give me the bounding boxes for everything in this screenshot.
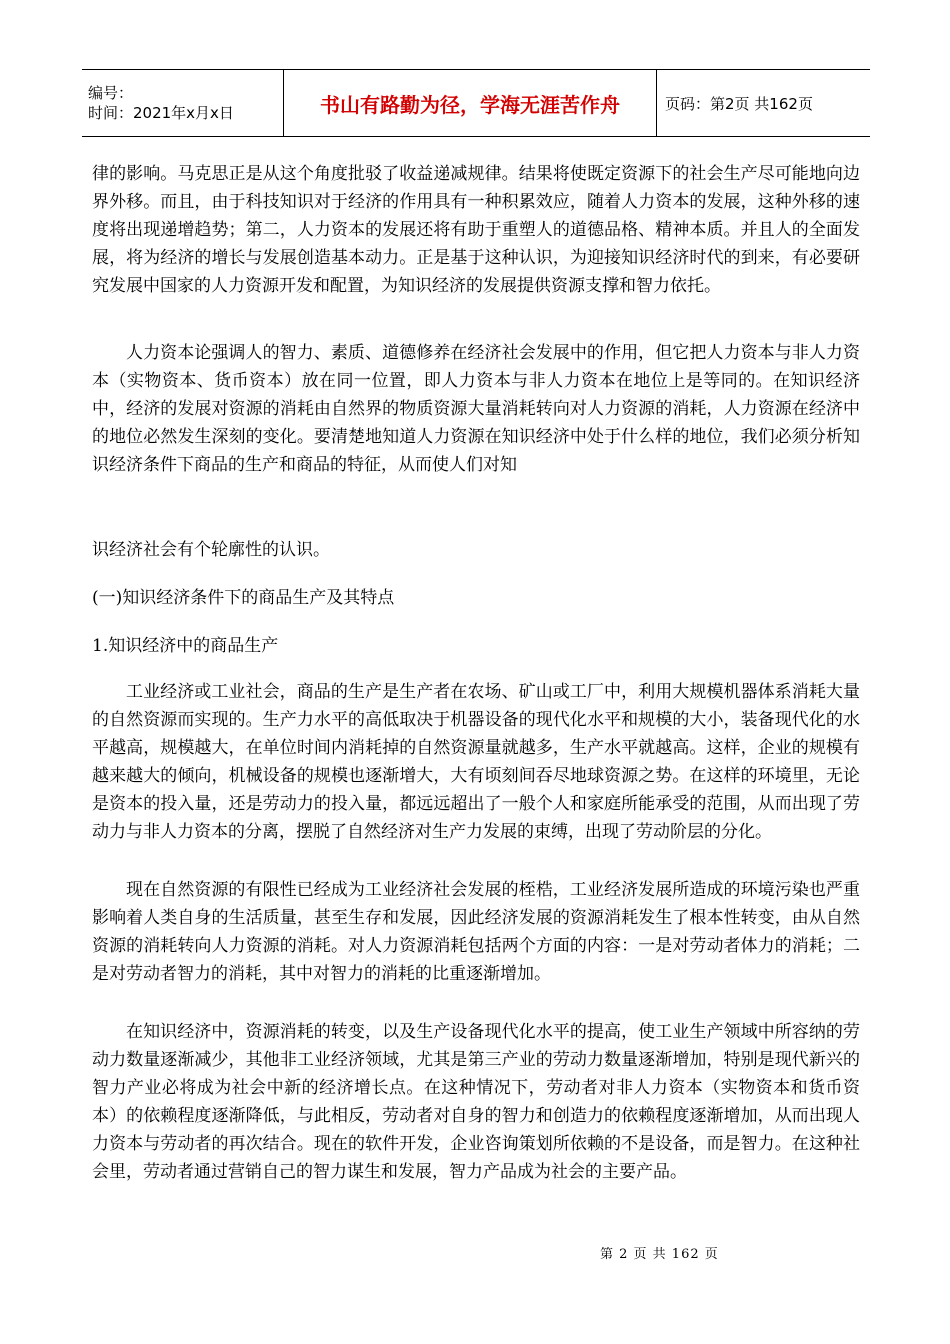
paragraph-block-4 (92, 678, 860, 846)
section-heading (92, 584, 860, 612)
body-paragraph: 律的影响。马克思正是从这个角度批驳了收益递减规律。结果将使既定资源下的社会生产尽可能地向边界外移。而且，由于科技知识对于经济的作用具有一种积累效应，随着人力资本的发展，这种外移的速度将出现递增趋势；第二，人力资本的发展还将有助于重塑人的道德品格、精神本质。并且人的全面发展，将为经济的增长与发展创造基本动力。正是基于这种认识，为迎接知识经济时代的到来，有必要研究发展中国家的人力资源开发和配置，为知识经济的发展提供资源支撑和智力依托。 (92, 164, 860, 296)
body-paragraph: 在知识经济中，资源消耗的转变，以及生产设备现代化水平的提高，使工业生产领域中所容纳的劳动力数量逐渐减少，其他非工业经济领域，尤其是第三产业的劳动力数量逐渐增加，特别是现代新兴的智力产业必将成为社会中新的经济增长点。在这种情况下，劳动者对非人力资本（实物资本和货币资本）的依赖程度逐渐降低，与此相反，劳动者对自身的智力和创造力的依赖程度逐渐增加，从而出现人力资本与劳动者的再次结合。现在的软件开发，企业咨询策划所依赖的不是设备，而是智力。在这种社会里，劳动者通过营销自己的智力谋生和发展，智力产品成为社会的主要产品。 (92, 1022, 860, 1182)
paragraph-block-5 (92, 876, 860, 988)
body-paragraph: 识经济社会有个轮廓性的认识。 (92, 540, 330, 560)
header-meta-cell (82, 70, 284, 136)
body-paragraph: 工业经济或工业社会，商品的生产是生产者在农场、矿山或工厂中，利用大规模机器体系消耗大量的自然资源而实现的。生产力水平的高低取决于机器设备的现代化水平和规模的大小，装备现代化的水平越高，规模越大，在单位时间内消耗掉的自然资源量就越多，生产水平就越高。这样，企业的规模有越来越大的倾向，机械设备的规模也逐渐增大，大有顷刻间吞尽地球资源之势。在这样的环境里，无论是资本的投入量，还是劳动力的投入量，都远远超出了一般个人和家庭所能承受的范围，从而出现了劳动力与非人力资本的分离，摆脱了自然经济对生产力发展的束缚，出现了劳动阶层的分化。 (92, 682, 860, 842)
document-date-label: 时间：2021年x月x日 (88, 104, 234, 122)
header-table (82, 69, 870, 137)
paragraph-block-6 (92, 1018, 860, 1186)
document-number-label: 编号： (88, 84, 134, 102)
paragraph-block-3 (92, 536, 860, 564)
header-motto: 书山有路勤为径，学海无涯苦作舟 (284, 70, 657, 136)
body-paragraph: 现在自然资源的有限性已经成为工业经济社会发展的桎梏，工业经济发展所造成的环境污染也严重影响着人类自身的生活质量，甚至生存和发展，因此经济发展的资源消耗发生了根本性转变，由从自然资源的消耗转向人力资源的消耗。对人力资源消耗包括两个方面的内容：一是对劳动者体力的消耗；二是对劳动者智力的消耗，其中对智力的消耗的比重逐渐增加。 (92, 880, 860, 984)
paragraph-block-1 (92, 160, 860, 300)
subsection-heading-text: 1.知识经济中的商品生产 (92, 636, 279, 656)
section-heading-text: (一)知识经济条件下的商品生产及其特点 (92, 588, 395, 608)
subsection-heading (92, 632, 860, 660)
body-paragraph: 人力资本论强调人的智力、素质、道德修养在经济社会发展中的作用，但它把人力资本与非人力资本（实物资本、货币资本）放在同一位置，即人力资本与非人力资本在地位上是等同的。在知识经济中，经济的发展对资源的消耗由自然界的物质资源大量消耗转向对人力资源的消耗，人力资源在经济中的地位必然发生深刻的变化。要清楚地知道人力资源在知识经济中处于什么样的地位，我们必须分析知识经济条件下商品的生产和商品的特征，从而使人们对知 (92, 343, 860, 475)
paragraph-block-2 (92, 339, 860, 479)
page-footer: 第 2 页 共 162 页 (600, 1247, 719, 1262)
header-page-info: 页码：第2页 共162页 (665, 94, 813, 113)
